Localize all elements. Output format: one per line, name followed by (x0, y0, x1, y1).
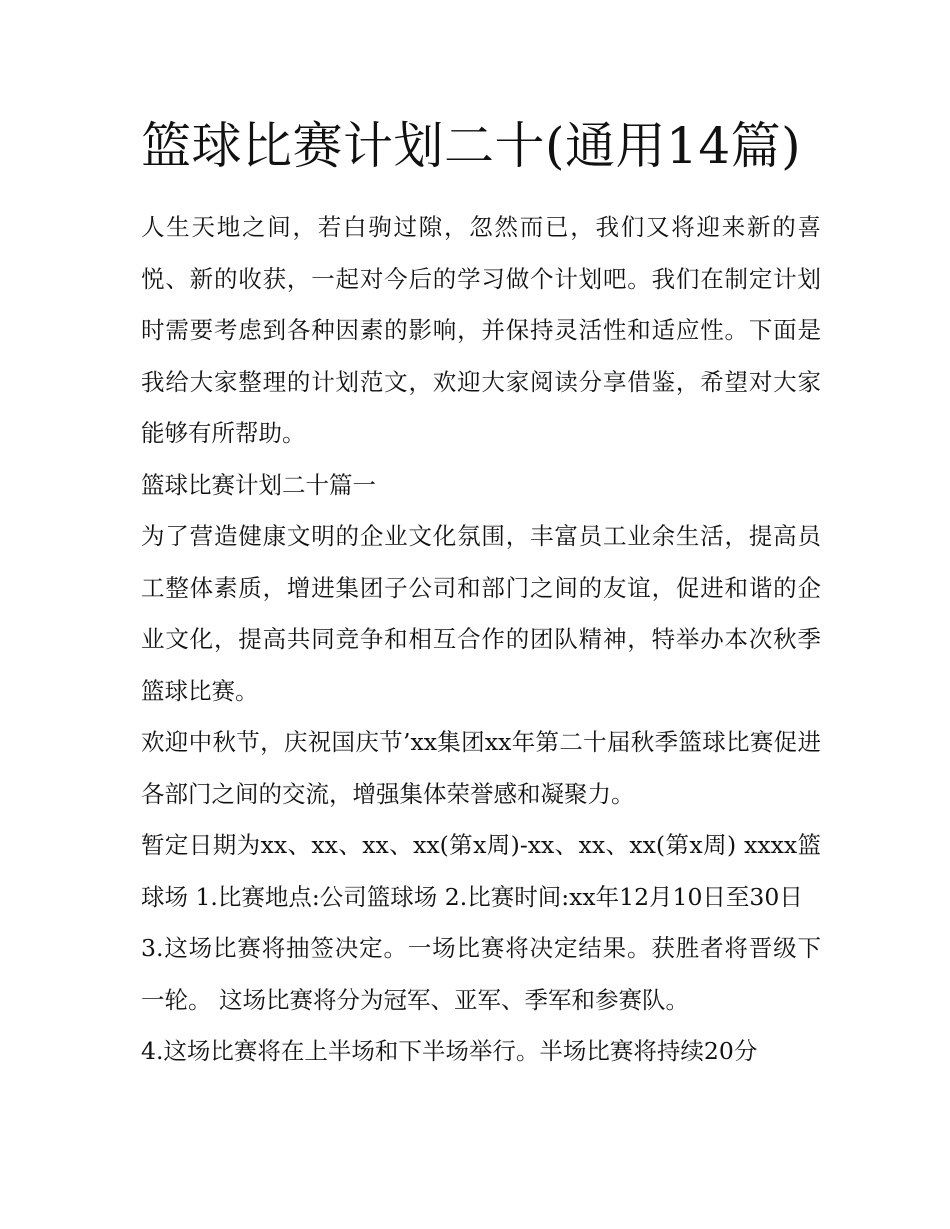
paragraph-theme: 欢迎中秋节，庆祝国庆节’xx集团xx年第二十届秋季篮球比赛促进各部门之间的交流，增强集体荣誉感和凝聚力。 (141, 728, 821, 808)
paragraph-section-heading: 篮球比赛计划二十篇一 (141, 470, 376, 499)
document-body (141, 202, 821, 1078)
paragraph-rule-4: 4.这场比赛将在上半场和下半场举行。半场比赛将持续20分 (141, 1037, 758, 1065)
paragraph-rule-3: 3.这场比赛将抽签决定。一场比赛将决定结果。获胜者将晋级下一轮。 这场比赛将分为冠军、亚军、季军和参赛队。 (141, 934, 821, 1014)
document-title: 篮球比赛计划二十(通用14篇) (141, 117, 802, 175)
document-page (141, 112, 821, 1078)
paragraph-intro: 人生天地之间，若白驹过隙，忽然而已，我们又将迎来新的喜悦、新的收获，一起对今后的学习做个计划吧。我们在制定计划时需要考虑到各种因素的影响，并保持灵活性和适应性。下面是我给大家整理的计划范文，欢迎大家阅读分享借鉴，希望对大家能够有所帮助。 (141, 213, 821, 447)
paragraph-schedule: 暂定日期为xx、xx、xx、xx(第x周)-xx、xx、xx(第x周) xxxx篮球场 1.比赛地点:公司篮球场 2.比赛时间:xx年12月10日至30日 (141, 831, 821, 911)
paragraph-purpose: 为了营造健康文明的企业文化氛围，丰富员工业余生活，提高员工整体素质，增进集团子公司和部门之间的友谊，促进和谐的企业文化，提高共同竞争和相互合作的团队精神，特举办本次秋季篮球比赛。 (141, 522, 821, 705)
